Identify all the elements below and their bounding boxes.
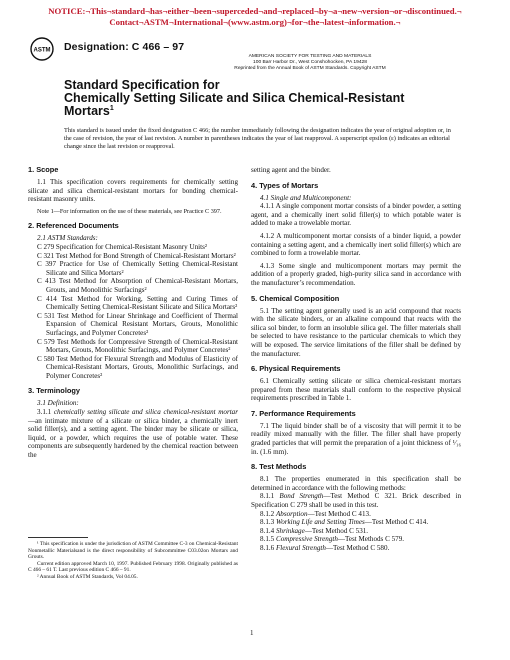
section-heading-referenced-documents: 2. Referenced Documents — [28, 221, 119, 231]
society-info — [230, 54, 390, 72]
footnote-divider — [28, 537, 88, 538]
performance-paragraph: 7.1 The liquid binder shall be of a viscosity that will permit it to be readily mixed manually with the filler. The filler shall have properly graded particles that will permit the preparation of a joint thickness of ¹⁄₁₆ in. (1.6 mm). — [251, 421, 461, 456]
types-subheading: 4.1 Single and Multicomponent: — [260, 193, 352, 202]
test-method-item: 8.1.6 Flexural Strength—Test Method C 580. — [260, 544, 390, 552]
society-name: AMERICAN SOCIETY FOR TESTING AND MATERIALS — [248, 54, 372, 59]
title-line-1: Standard Specification for — [64, 78, 220, 92]
section-heading-test-methods: 8. Test Methods — [251, 462, 307, 472]
footnotes — [28, 541, 238, 581]
section-heading-scope: 1. Scope — [28, 165, 59, 174]
section-heading-terminology: 3. Terminology — [28, 386, 81, 396]
reference-item: C 321 Test Method for Bond Strength of Chemical-Resistant Mortars² — [37, 251, 236, 260]
types-paragraph: 4.1.3 Some single and multicomponent mortars may permit the addition of a properly graded, high-purity silica sand in accordance with the manufacturer’s recommendation. — [251, 261, 461, 287]
reference-item: C 279 Specification for Chemical-Resistant Masonry Units² — [37, 242, 207, 251]
society-address: 100 Barr Harbor Dr., West Conshohocken, PA 19428 — [253, 60, 367, 65]
title-line-2: Chemically Setting Silicate and Silica Chemical-Resistant — [64, 91, 405, 106]
composition-paragraph: 5.1 The setting agent generally used is an acid compound that reacts with the silicate binders, or an alkaline compound that reacts with the silica sol binder, to form an insoluble silica gel. The filler materials shall be selected to have resistance to the particular chemicals to which they will be exposed. The service limitations of the filler shall be defined by the manufacturer. — [251, 306, 461, 358]
reference-list — [28, 243, 238, 381]
notice-line-1: NOTICE:¬This¬standard¬has¬either¬been¬superceded¬and¬replaced¬by¬a¬new¬version¬or¬discontinued.¬ — [48, 6, 462, 16]
designation-intro: This standard is issued under the fixed designation C 466; the number immediately following the designation indicates the year of original adoption or, in the case of revision, the year of last revision. A number in parentheses indicates the year of last reapproval. A superscript epsilon (ε) indicates an editorial change since the last revision or reapproval. — [64, 127, 451, 150]
section-heading-chemical-composition: 5. Chemical Composition — [251, 293, 340, 303]
right-column — [251, 166, 461, 553]
scope-note: Note 1—For information on the use of these materials, see Practice C 397. — [37, 207, 222, 215]
test-method-item: 8.1.5 Compressive Strength—Test Methods C 579. — [260, 535, 405, 544]
types-paragraph: 4.1.1 A single component mortar consists of a binder powder, a setting agent, and a chemically inert solid filler(s) to which potable water is added to make a trowelable mortar. — [251, 202, 461, 228]
svg-text:ASTM: ASTM — [33, 47, 51, 54]
continued-text: setting agent and the binder. — [251, 166, 331, 174]
reference-item: C 397 Practice for Use of Chemically Setting Chemical-Resistant Silicate and Silica Mortars² — [37, 260, 238, 277]
test-method-item: 8.1.1 Bond Strength—Test Method C 321. Brick described in Specification C 279 shall be used in this test. — [251, 492, 461, 510]
definition-paragraph: 3.1.1 chemically setting silicate and silica chemical-resistant mortar—an intimate mixture of a silicate or silica binder, a chemically inert solid filler(s), and a setting agent. The binder may be silicate or silica, liquid, or a powder, which requires the use of potable water. These components are subsequently hardened by the chemical reaction between the — [28, 408, 238, 460]
section-heading-physical-requirements: 6. Physical Requirements — [251, 364, 341, 374]
test-methods-paragraph: 8.1 The properties enumerated in this specification shall be determined in accordance with the following methods: — [251, 475, 461, 492]
reprint-note: Reprinted from the Annual Book of ASTM Standards. Copyright ASTM — [234, 66, 386, 71]
definition-subheading: 3.1 Definition: — [37, 399, 79, 408]
test-method-item: 8.1.4 Shrinkage—Test Method C 531. — [260, 526, 369, 535]
reference-item: C 580 Test Method for Flexural Strength and Modulus of Elasticity of Chemical-Resistant Mortars, Grouts, Monolithic Surfacings, and Polymer Concretes² — [37, 354, 238, 380]
types-paragraph: 4.1.2 A multicomponent mortar consists of a binder liquid, a powder containing a setting agent, and a chemically inert solid filler(s) which are combined to form a trowelable mortar. — [251, 231, 461, 258]
section-heading-performance-requirements: 7. Performance Requirements — [251, 408, 356, 418]
left-column — [28, 165, 238, 460]
test-method-item: 8.1.3 Working Life and Setting Times—Test Method C 414. — [260, 518, 429, 527]
page-number: 1 — [250, 629, 254, 637]
title-line-3: Mortars$^1$ — [64, 104, 114, 119]
reference-item: C 413 Test Method for Absorption of Chemical-Resistant Mortars, Grouts, and Monolithic Surfacings² — [37, 277, 238, 294]
footnote-1-edition: Current edition approved March 10, 1997. Published February 1998. Originally published as C 466 – 61 T. Last previous edition C 466 – 91. — [28, 560, 238, 574]
discontinued-notice — [0, 6, 510, 28]
title-footnote-mark: 1 — [109, 105, 114, 113]
reference-item: C 579 Test Methods for Compressive Strength of Chemical-Resistant Mortars, Grouts, Monolithic Surfacings, and Polymer Concretes² — [37, 337, 238, 355]
reference-item: C 531 Test Method for Linear Shrinkage and Coefficient of Thermal Expansion of Chemical Resistant Mortars, Grouts, Monolithic Surfacings, and Polymer Concretes² — [37, 311, 238, 337]
scope-paragraph: 1.1 This specification covers requirements for chemically setting silicate and silica chemical-resistant mortars for bonding chemical-resistant masonry units. — [28, 178, 238, 204]
footnote-1: ¹ This specification is under the jurisdiction of ASTM Committee C-3 on Chemical-Resistant Nonmetallic Materialsand is the direct responsibility of Subcommittee C03.02on Mortars and Grouts. — [28, 541, 238, 561]
designation: Designation: C 466 – 97 — [64, 41, 185, 53]
document-title — [64, 79, 464, 119]
section-heading-types: 4. Types of Mortars — [251, 180, 319, 190]
physical-paragraph: 6.1 Chemically setting silicate or silica chemical-resistant mortars prepared from these materials shall conform to the respective physical requirements prescribed in Table 1. — [251, 377, 461, 403]
footnote-2: ² Annual Book of ASTM Standards, Vol 04.05. — [37, 573, 138, 580]
reference-item: C 414 Test Method for Working, Setting and Curing Times of Chemically Setting Chemical-Resistant Silicate and Silica Mortars² — [37, 294, 238, 312]
astm-logo-icon — [30, 37, 54, 61]
notice-line-2: Contact¬ASTM¬International¬(www.astm.org)¬for¬the¬latest¬information.¬ — [109, 17, 401, 27]
astm-standards-subheading: 2.1 ASTM Standards: — [37, 234, 98, 243]
test-method-item: 8.1.2 Absorption—Test Method C 413. — [260, 509, 371, 518]
definition-term: chemically setting silicate and silica chemical-resistant mortar — [53, 408, 238, 417]
